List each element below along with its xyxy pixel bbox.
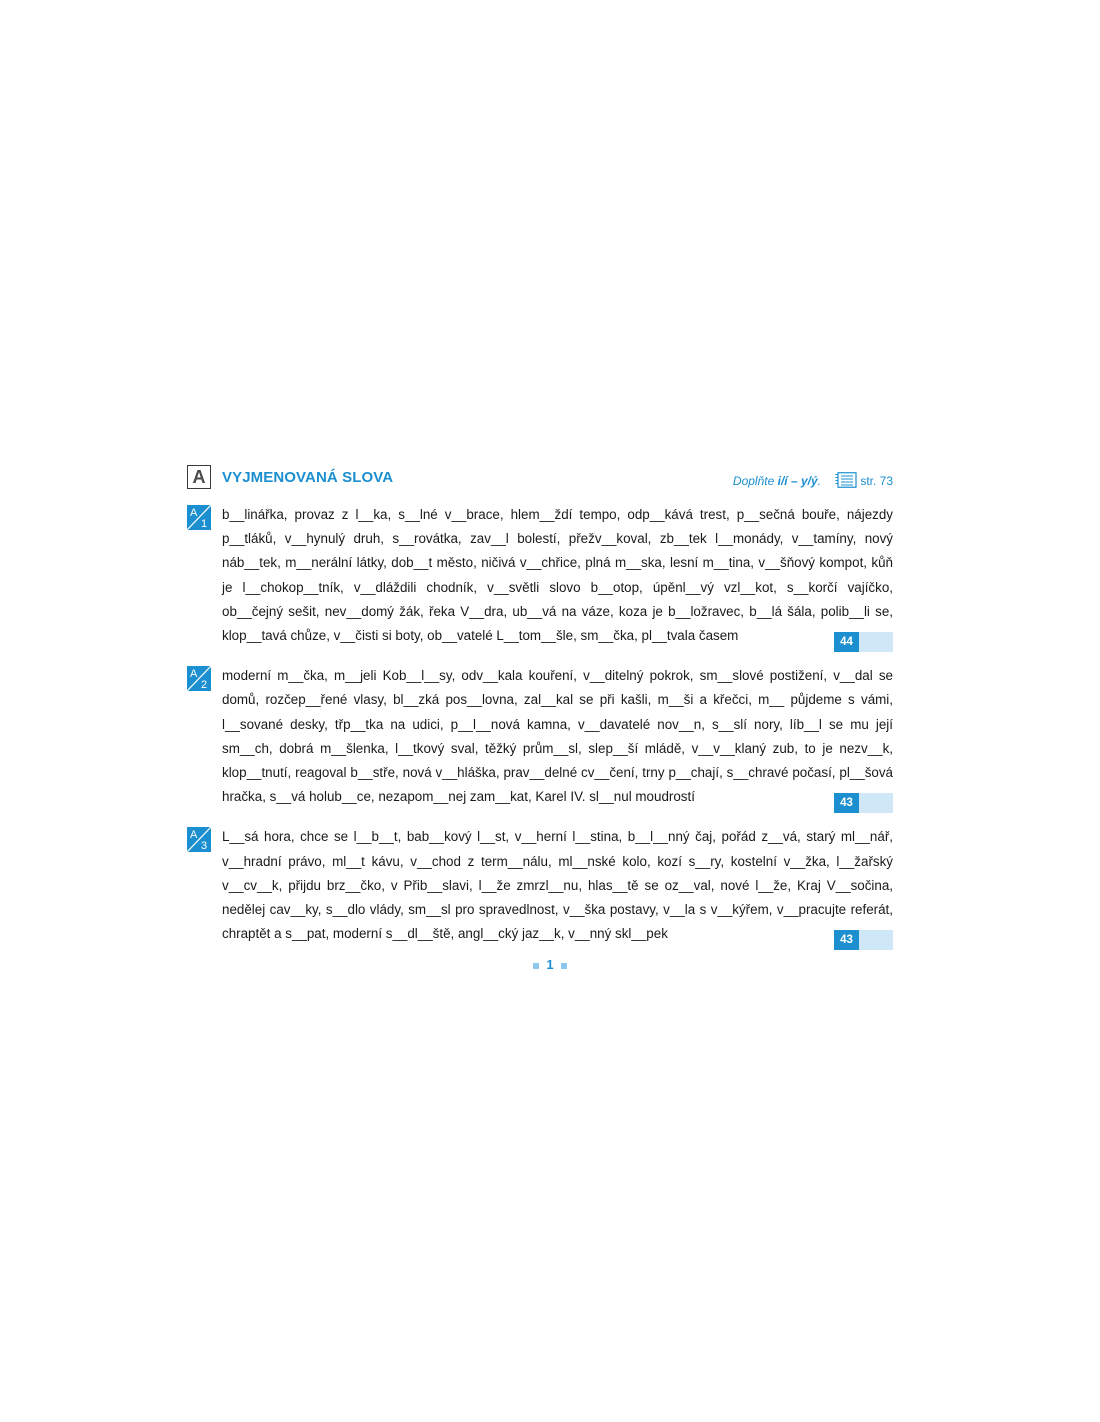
exercise-badge-letter: A — [190, 829, 198, 842]
book-icon — [835, 472, 857, 488]
exercise-badge — [187, 666, 211, 691]
worksheet-page — [187, 465, 893, 946]
exercise-3 — [187, 825, 893, 946]
section-title: VYJMENOVANÁ SLOVA — [222, 469, 394, 486]
footer-square-right — [561, 963, 567, 969]
exercise-2 — [187, 664, 893, 809]
section-header — [187, 465, 893, 493]
instruction-suffix: . — [817, 474, 821, 488]
exercise-badge-number: 1 — [201, 518, 208, 530]
score-box — [834, 632, 893, 652]
footer-square-left — [533, 963, 539, 969]
page-number: 1 — [546, 957, 554, 972]
exercise-badge-letter: A — [190, 507, 198, 519]
section-letter-box: A — [187, 465, 211, 489]
exercise-text: L__sá hora, chce se l__b__t, bab__kový l__st, v__herní l__stina, b__l__nný čaj, pořád z__vá, starý ml__nář, v__hradní právo, ml__t kávu, v__chod z term__nálu, ml__nské kolo, kozí s__ry, kostelní v__žka, l__žařský v__cv__k, přijdu brz__čko, v Přib__slavi, l__že zmrzl__nu, hlas__tě se oz__val, nové l__že, Kraj V__sočina, nedělej cav__ky, s__dlo vlády, sm__sl pro spravedlnost, v__ška postavy, v__la s v__kýřem, v__pracujte referát, chraptět a s__pat, moderní s__dl__ště, angl__cký jaz__k, v__nný skl__pek — [222, 829, 893, 942]
score-box — [834, 930, 893, 950]
exercise-badge — [187, 505, 211, 530]
instruction-emphasis: i/í – y/ý — [777, 474, 818, 488]
exercise-text: moderní m__čka, m__jeli Kob__l__sy, odv__kala kouření, v__ditelný pokrok, sm__slové postižení, v__dal se domů, rozčep__řené vlasy, bl__zká pos__lovna, zal__kal se při kašli, m__ši a křečci, m__ půjdeme s vámi, l__sované desky, třp__tka na udici, p__l__nová kamna, v__davatelé nov__n, s__slí nory, líb__l se mu její sm__ch, dobrá m__šlenka, l__tkový sval, těžký prům__sl, slep__ší mládě, v__v__klaný zub, to je nezv__k, klop__tnutí, reagoval b__stře, nová v__hláška, prav__delné cv__čení, trny p__chají, s__chravé počasí, pl__šová hračka, s__vá holub__ce, nezapom__nej zam__kat, Karel IV. sl__nul moudrostí — [222, 668, 893, 805]
instruction-text — [733, 474, 821, 488]
page-footer — [0, 957, 1100, 972]
exercise-badge-number: 2 — [201, 679, 208, 692]
score-box — [834, 793, 893, 813]
instruction-prefix: Doplňte — [732, 474, 778, 488]
exercise-badge — [187, 827, 211, 852]
score-number: 43 — [834, 930, 859, 950]
exercise-text: b__linářka, provaz z l__ka, s__lné v__brace, hlem__ždí tempo, odp__kává trest, p__sečná bouře, nájezdy p__tláků, v__hynulý druh, s__rovátka, zav__l bolestí, přežv__koval, zb__tek l__monády, v__tamíny, nový náb__tek, m__nerální látky, dob__t město, ničivá v__chřice, plná m__ska, lesní m__tina, v__šňový kompot, kůň je l__chokop__tník, v__dláždili chodník, v__světli slovo b__otop, úpěnl__vý vzl__kot, s__korčí vajíčko, ob__čejný sešit, nev__domý žák, řeka V__dra, ub__vá na váze, koza je b__ložravec, b__lá šála, polib__li se, klop__tavá chůze, v__čisti si boty, ob__vatelé L__tom__šle, sm__čka, pl__tvala časem — [222, 507, 893, 644]
score-number: 44 — [834, 632, 859, 652]
exercise-1 — [187, 503, 893, 648]
exercise-badge-number: 3 — [201, 840, 208, 853]
exercise-badge-letter: A — [190, 668, 198, 681]
page-reference: str. 73 — [860, 474, 893, 488]
score-number: 43 — [834, 793, 859, 813]
